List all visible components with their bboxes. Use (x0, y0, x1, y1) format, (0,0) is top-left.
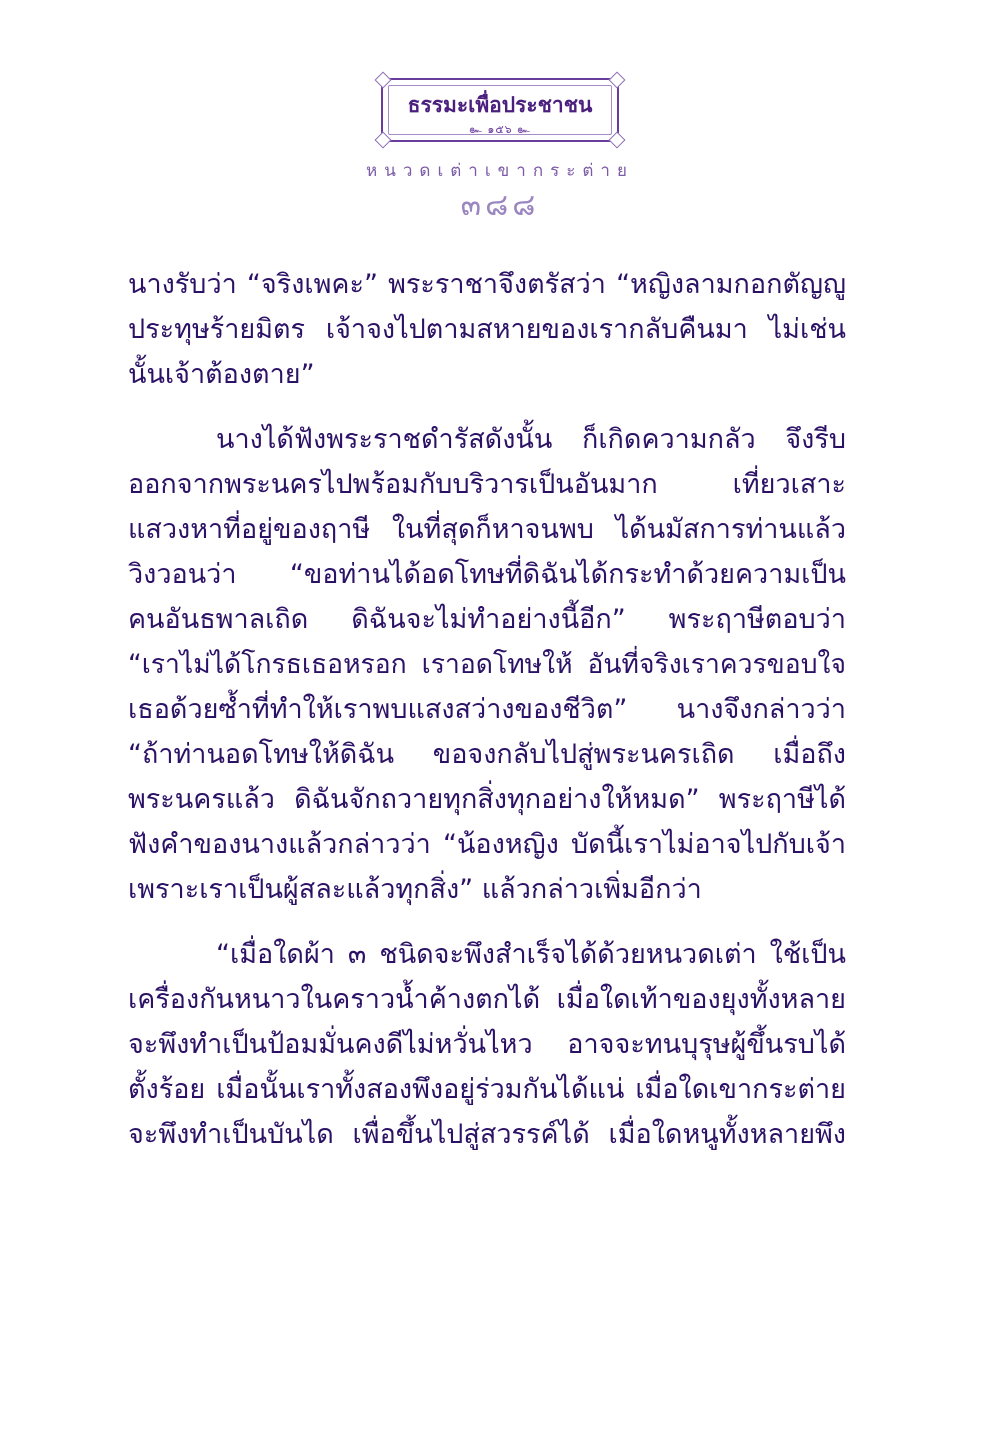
text-line: เธอด้วยซ้ำที่ทำให้เราพบแสงสว่างของชีวิต” นางจึงกล่าวว่า (128, 694, 846, 725)
logo-title: ธรรมะเพื่อประชาชน (407, 92, 593, 117)
text-line: ออกจากพระนครไปพร้อมกับบริวารเป็นอันมาก เที่ยวเสาะ (128, 469, 846, 500)
text-line: ประทุษร้ายมิตร เจ้าจงไปตามสหายของเรากลับคืนมา ไม่เช่น (128, 314, 846, 345)
text-line: แสวงหาที่อยู่ของฤาษี ในที่สุดก็หาจนพบ ได้นมัสการท่านแล้ว (128, 514, 846, 545)
paragraph (128, 932, 846, 1157)
logo-ornament: ๛ ๑๕๖ ๛ (469, 123, 531, 136)
text-line: จะพึงทำเป็นป้อมมั่นคงดีไม่หวั่นไหว อาจจะทนบุรุษผู้ขึ้นรบได้ (128, 1029, 846, 1060)
series-title: หนวดเต่าเขากระต่าย (366, 161, 634, 181)
text-line: เครื่องกันหนาวในคราวน้ำค้างตกได้ เมื่อใดเท้าของยุงทั้งหลาย (128, 984, 846, 1015)
text-line: ตั้งร้อย เมื่อนั้นเราทั้งสองพึงอยู่ร่วมกันได้แน่ เมื่อใดเขากระต่าย (128, 1074, 846, 1105)
text-line: จะพึงทำเป็นบันได เพื่อขึ้นไปสู่สวรรค์ได้ เมื่อใดหนูทั้งหลายพึง (128, 1119, 846, 1150)
logo-corner-ornament (375, 72, 392, 89)
text-line: นั้นเจ้าต้องตาย” (128, 359, 315, 390)
text-line: เพราะเราเป็นผู้สละแล้วทุกสิ่ง” แล้วกล่าวเพิ่มอีกว่า (128, 874, 702, 905)
page-number: ๓๘๘ (460, 188, 540, 223)
book-logo (381, 78, 619, 142)
text-line: “เราไม่ได้โกรธเธอหรอก เราอดโทษให้ อันที่จริงเราควรขอบใจ (128, 649, 846, 680)
text-line: วิงวอนว่า “ขอท่านได้อดโทษที่ดิฉันได้กระทำด้วยความเป็น (128, 559, 846, 590)
text-line: คนอันธพาลเถิด ดิฉันจะไม่ทำอย่างนี้อีก” พระฤาษีตอบว่า (128, 604, 846, 635)
logo-corner-ornament (609, 72, 626, 89)
text-line: นางรับว่า “จริงเพคะ” พระราชาจึงตรัสว่า “หญิงลามกอกตัญญู (128, 269, 846, 300)
body-text (128, 262, 846, 1157)
text-line: “ถ้าท่านอดโทษให้ดิฉัน ขอจงกลับไปสู่พระนครเถิด เมื่อถึง (128, 739, 846, 770)
text-line: นางได้ฟังพระราชดำรัสดังนั้น ก็เกิดความกลัว จึงรีบ (216, 424, 846, 455)
text-line: “เมื่อใดผ้า ๓ ชนิดจะพึงสำเร็จได้ด้วยหนวดเต่า ใช้เป็น (216, 939, 846, 970)
paragraph (128, 262, 846, 397)
text-line: พระนครแล้ว ดิฉันจักถวายทุกสิ่งทุกอย่างให้หมด” พระฤาษีได้ (128, 784, 846, 815)
text-line: ฟังคำของนางแล้วกล่าวว่า “น้องหญิง บัดนี้เราไม่อาจไปกับเจ้า (128, 829, 846, 860)
page-header (0, 78, 1000, 224)
paragraph (128, 417, 846, 912)
